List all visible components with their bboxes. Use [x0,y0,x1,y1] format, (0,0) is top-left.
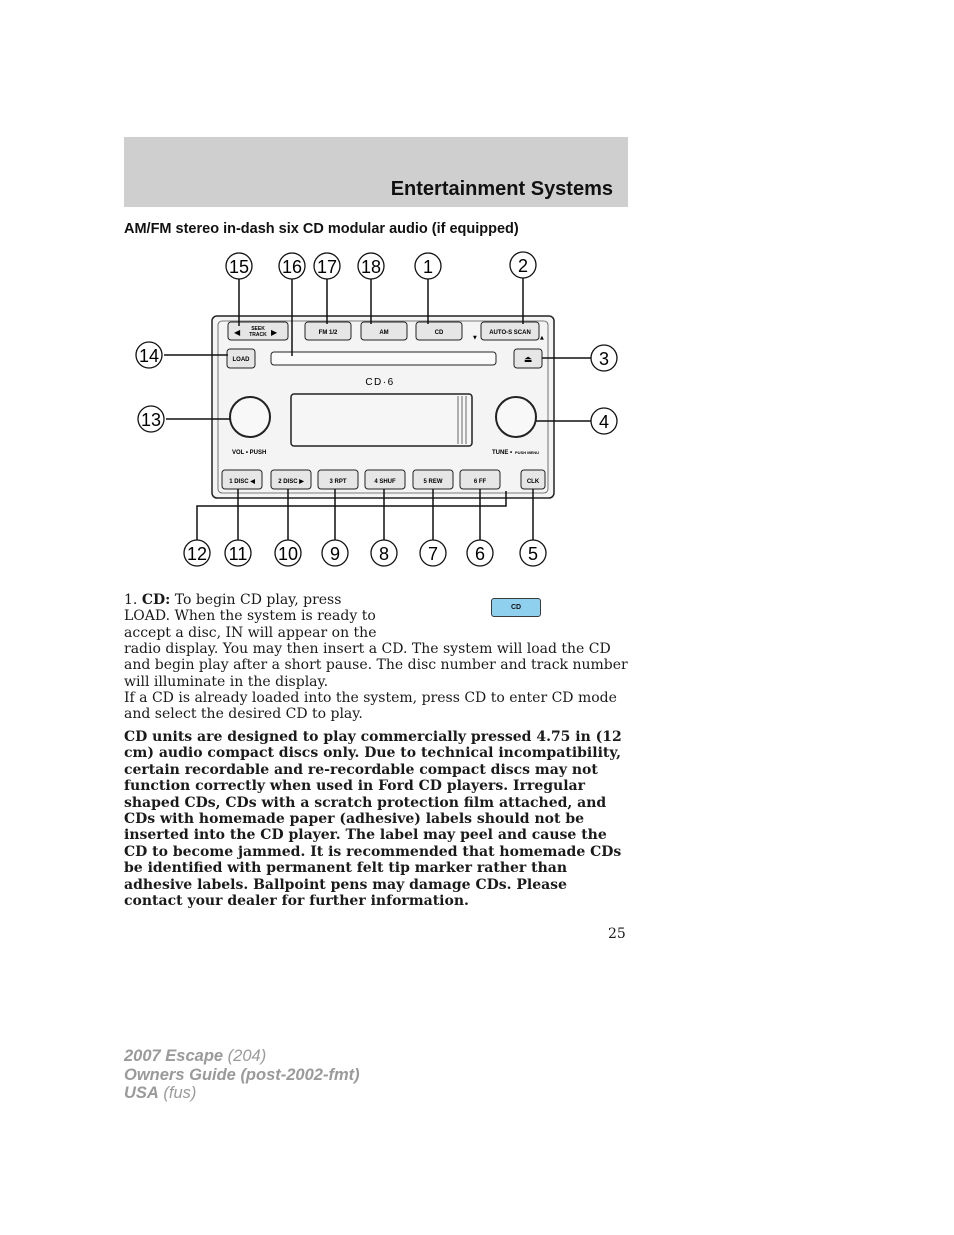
svg-text:◀: ◀ [234,328,241,337]
tune-label: TUNE • [492,450,513,456]
svg-text:4: 4 [598,412,610,432]
radio-display [291,394,472,446]
volume-knob[interactable] [230,397,270,437]
brand-logo: CD·6 [365,377,395,388]
tune-knob[interactable] [496,397,536,437]
svg-text:2: 2 [517,256,529,276]
footer-model: 2007 Escape [124,1047,224,1065]
cd-slot[interactable] [271,352,496,365]
callout-17 [314,253,340,279]
svg-text:5: 5 [527,544,539,564]
callout-3 [591,345,617,371]
preset-5-label: 5 REW [423,479,443,485]
svg-text:12: 12 [186,544,208,564]
preset-1-disc-button[interactable] [222,470,262,489]
am-button[interactable] [361,322,407,340]
preset-6-label: 6 FF [473,479,487,485]
svg-text:18: 18 [360,257,382,277]
auto-scan-button[interactable] [481,322,539,340]
preset-2-label: 2 DISC ▶ [278,479,304,485]
svg-text:11: 11 [228,544,248,564]
clock-button[interactable] [521,470,545,489]
page-number: 25 [608,926,626,942]
preset-3-rpt-button[interactable] [318,470,358,489]
svg-text:7: 7 [427,544,439,564]
svg-text:17: 17 [316,257,338,277]
callout-8 [371,540,397,566]
preset-4-shuf-button[interactable] [365,470,405,489]
callout-16 [279,253,305,279]
cd-button-reference-label: CD [510,604,522,611]
item-1-intro [124,592,384,641]
footer-line-1 [124,1047,360,1066]
cd-button-reference [491,598,541,617]
svg-text:▶: ▶ [271,328,278,337]
preset-1-label: 1 DISC ◀ [229,479,255,485]
cd-warning: CD units are designed to play commercially pressed 4.75 in (12 cm) audio compact discs only. Due to technical incompatibility, certain recordable and re-recordable compact discs may not function correctly when used in Ford CD players. Irregular shaped CDs, CDs with a scratch protection film attached, and CDs with homemade paper (adhesive) labels should not be inserted into the CD player. The label may peel and cause the CD to become jammed. It is recommended that homemade CDs be identified with permanent felt tip marker rather than adhesive labels. Ballpoint pens may damage CDs. Please contact your dealer for further information. [124,729,622,910]
item-1-line-1: To begin CD play, press [170,592,342,608]
callout-4 [591,408,617,434]
svg-text:10: 10 [277,544,299,564]
radio-diagram [124,244,628,584]
callout-2 [510,252,536,278]
fm-button[interactable] [305,322,351,340]
callout-12 [184,540,210,566]
footer-guide: Owners Guide (post-2002-fmt) [124,1065,360,1084]
item-1-line-2: LOAD. When the system is ready to [124,608,376,625]
callout-13 [138,406,164,432]
callout-18 [358,253,384,279]
callout-9 [322,540,348,566]
preset-2-disc-button[interactable] [271,470,311,489]
vol-push-label: VOL • PUSH [232,450,267,456]
svg-text:14: 14 [138,346,160,366]
preset-6-ff-button[interactable] [460,470,500,489]
item-1-line-3: accept a disc, IN will appear on the [124,624,377,641]
footer [124,1047,360,1103]
preset-4-label: 4 SHUF [374,479,396,485]
callout-6 [467,540,493,566]
callout-15 [226,253,252,279]
callout-11 [225,540,251,566]
cd-label: CD [434,330,444,336]
footer-model-code: (204) [223,1047,267,1065]
auto-scan-label: AUTO-S SCAN [489,330,531,336]
item-1-paragraph-2: If a CD is already loaded into the system, press CD to enter CD mode and select the desired CD to play. [124,690,617,723]
preset-5-rew-button[interactable] [413,470,453,489]
callout-5 [520,540,546,566]
svg-text:▼: ▼ [473,335,477,341]
header-band [124,137,628,207]
load-label: LOAD [232,357,250,363]
svg-text:3: 3 [598,349,610,369]
svg-text:16: 16 [281,257,303,277]
svg-text:1: 1 [422,257,434,277]
seek-label: SEEK [251,326,265,332]
footer-line-2 [124,1066,360,1085]
callout-1 [415,253,441,279]
svg-text:9: 9 [329,544,341,564]
eject-icon: ⏏ [523,355,533,365]
svg-text:▲: ▲ [540,335,544,341]
track-label: TRACK [249,332,267,338]
footer-line-3 [124,1084,360,1103]
callout-10 [275,540,301,566]
svg-text:6: 6 [474,544,486,564]
eject-button[interactable] [514,349,542,368]
item-1-term: CD: [141,592,171,608]
load-button[interactable] [227,349,255,368]
svg-text:13: 13 [140,410,162,430]
seek-track-button[interactable] [228,322,288,340]
am-label: AM [379,330,389,336]
item-1-continuation: radio display. You may then insert a CD. The system will load the CD and begin play after a short pause. The disc number and track number will illuminate in the display. [124,641,628,690]
svg-text:15: 15 [228,257,250,277]
svg-text:8: 8 [378,544,390,564]
push-menu-label: PUSH MENU [515,450,540,455]
clock-label: CLK [526,479,540,485]
cd-button[interactable] [416,322,462,340]
item-1-number: 1. [124,592,142,608]
footer-market-code: (fus) [158,1084,197,1102]
section-heading: AM/FM stereo in-dash six CD modular audio (if equipped) [124,221,519,237]
callout-7 [420,540,446,566]
page-title: Entertainment Systems [390,178,613,200]
fm-label: FM 1/2 [318,330,338,336]
callout-14 [136,342,162,368]
preset-3-label: 3 RPT [329,479,347,485]
footer-market: USA [124,1084,159,1102]
